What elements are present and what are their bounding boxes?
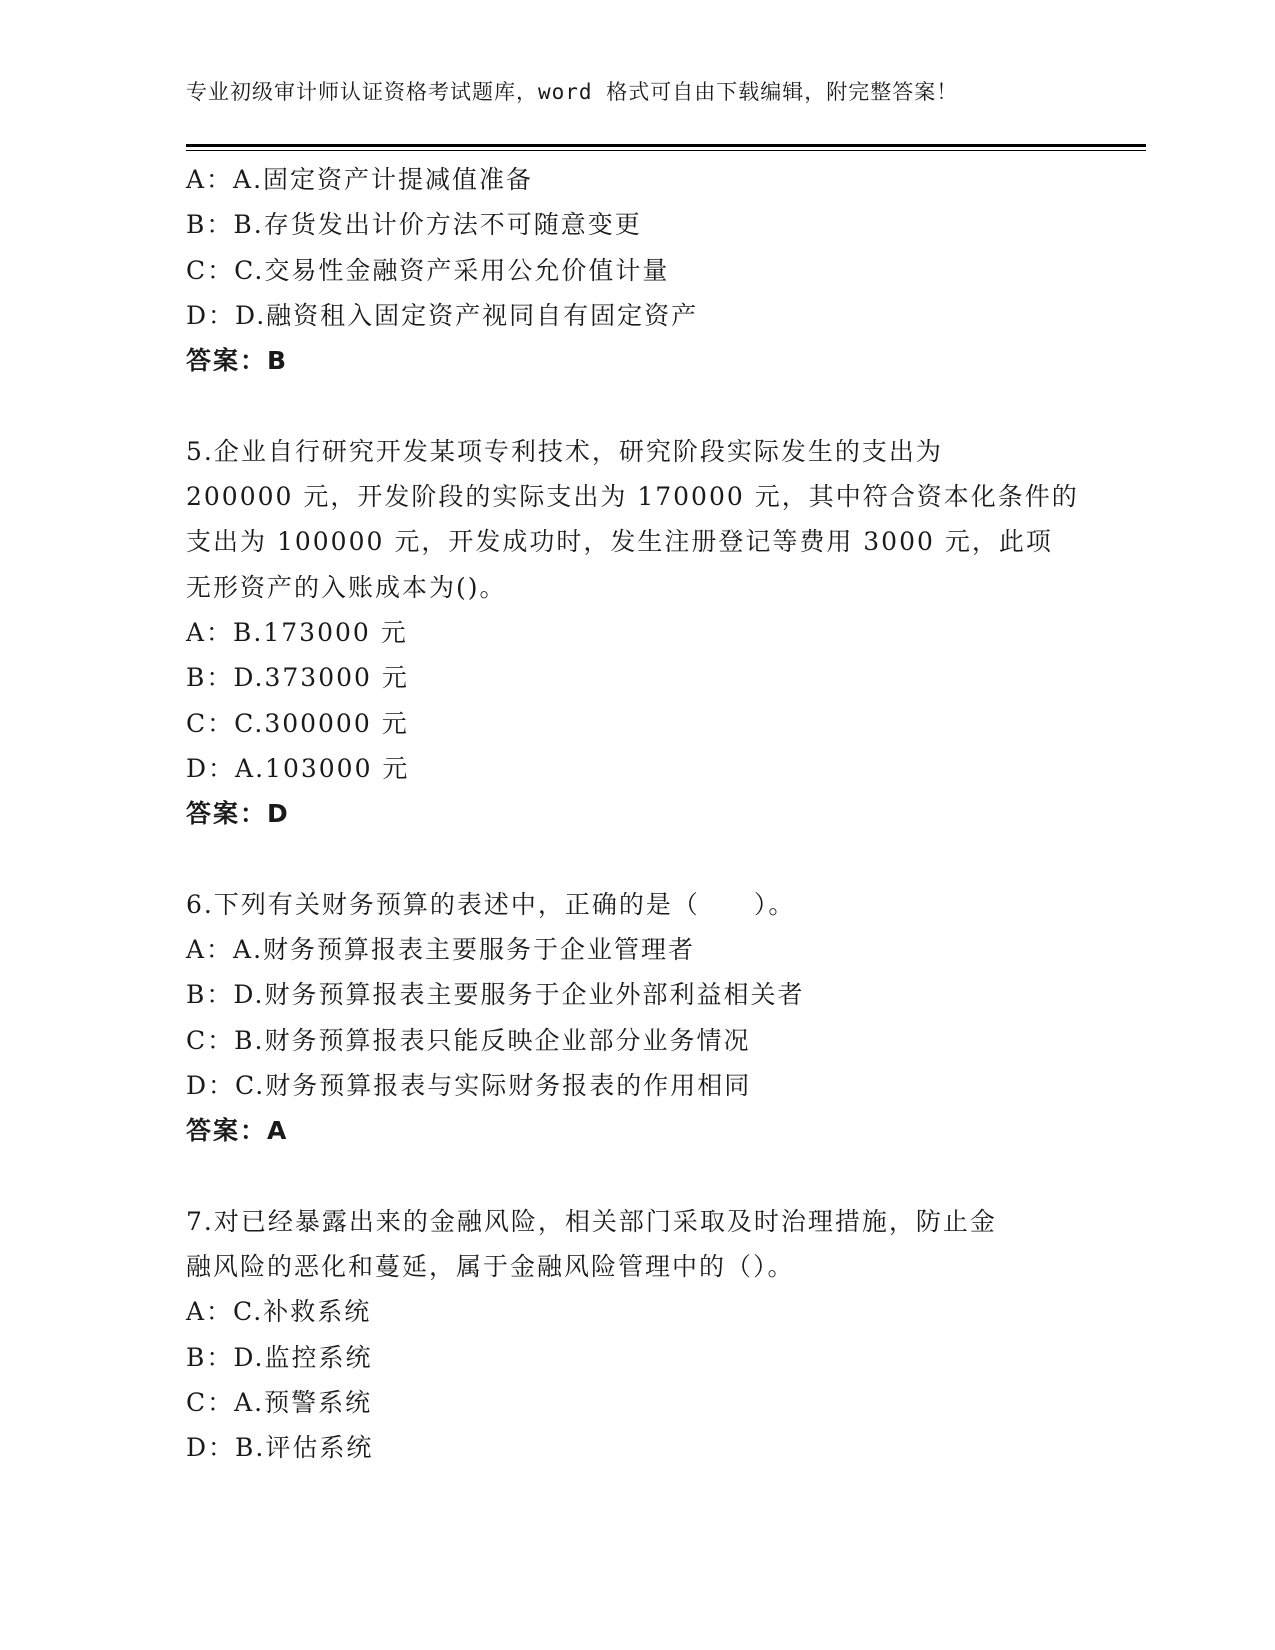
page-header: 专业初级审计师认证资格考试题库，word 格式可自由下载编辑，附完整答案！ [186,80,959,104]
option-a: A：A.财务预算报表主要服务于企业管理者 [186,935,696,965]
question-7 [186,1199,1086,1471]
header-divider-thin [186,150,1146,151]
option-d: D：A.103000 元 [186,753,410,783]
option-b: B：D.监控系统 [186,1342,373,1372]
spacer [186,836,1086,881]
question-text-line: 7.对已经暴露出来的金融风险，相关部门采取及时治理措施，防止金 [186,1206,997,1236]
question-text-line: 6.下列有关财务预算的表述中，正确的是（ ）。 [186,889,796,919]
option-b: B：B.存货发出计价方法不可随意变更 [186,210,642,240]
spacer [186,383,1086,428]
question-text-line: 支出为 100000 元，开发成功时，发生注册登记等费用 3000 元，此项 [186,527,1053,557]
option-d: D：B.评估系统 [186,1433,374,1463]
question-5 [186,429,1086,837]
option-d: D：D.融资租入固定资产视同自有固定资产 [186,300,699,330]
question-text-line: 融风险的恶化和蔓延，属于金融风险管理中的（）。 [186,1252,795,1282]
answer-label: 答案：B [186,346,289,376]
option-c: C：A.预警系统 [186,1388,373,1418]
question-text-line: 无形资产的入账成本为()。 [186,572,507,602]
question-list [186,157,1086,1471]
question-text-line: 5.企业自行研究开发某项专利技术，研究阶段实际发生的支出为 [186,436,943,466]
option-c: C：C.300000 元 [186,708,409,738]
option-c: C：B.财务预算报表只能反映企业部分业务情况 [186,1025,751,1055]
question-text-line: 200000 元，开发阶段的实际支出为 170000 元，其中符合资本化条件的 [186,482,1079,512]
answer-label: 答案：A [186,1116,289,1146]
answer-label: 答案：D [186,799,290,829]
option-b: B：D.373000 元 [186,663,409,693]
header-divider-thick [186,144,1146,147]
question-6 [186,882,1086,1154]
question-4 [186,157,1086,383]
spacer [186,1154,1086,1199]
option-b: B：D.财务预算报表主要服务于企业外部利益相关者 [186,980,805,1010]
option-d: D：C.财务预算报表与实际财务报表的作用相同 [186,1070,752,1100]
option-c: C：C.交易性金融资产采用公允价值计量 [186,255,670,285]
option-a: A：A.固定资产计提减值准备 [186,165,534,194]
option-a: A：B.173000 元 [186,617,408,647]
option-a: A：C.补救系统 [186,1297,372,1327]
